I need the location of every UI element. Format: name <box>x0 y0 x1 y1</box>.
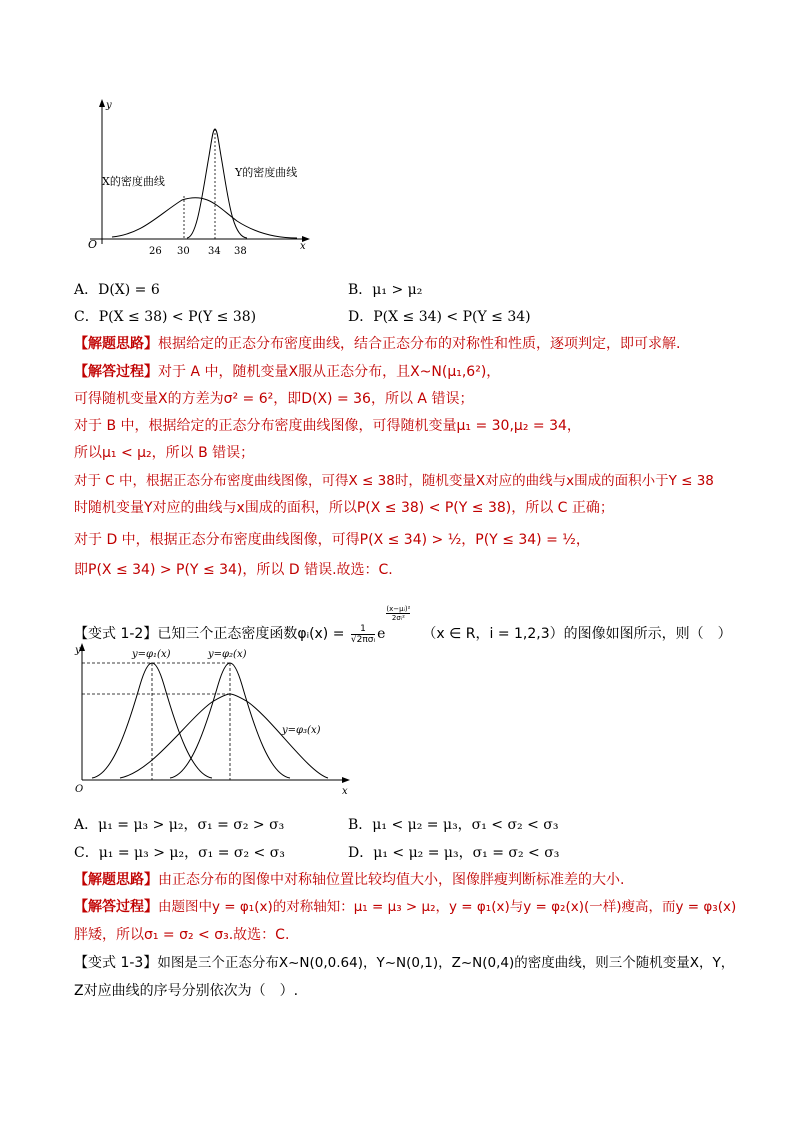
origin-label: O <box>75 784 84 795</box>
tick-30: 30 <box>177 246 190 256</box>
curve-x-density <box>112 198 297 238</box>
q1-option-b: B．μ₁ > μ₂ <box>348 282 423 298</box>
q2-exp-num: (x−μᵢ)² <box>386 605 411 613</box>
figure-normal-density-xy <box>82 96 322 256</box>
q1-idea-text: 根据给定的正态分布密度曲线，结合正态分布的对称性和性质，逐项判定，即可求解. <box>158 336 681 352</box>
x-axis-arrow <box>342 777 350 783</box>
y-axis-arrow <box>99 99 105 107</box>
q1-process-line-8: 即P(X ≤ 34) > P(Y ≤ 34)，所以 D 错误.故选：C. <box>74 562 393 578</box>
q2-tag: 【变式 1-2】 <box>74 626 158 642</box>
q1-option-c: C．P(X ≤ 38) < P(Y ≤ 38) <box>74 309 257 325</box>
q1-process-line-7: 对于 D 中，根据正态分布密度曲线图像，可得P(X ≤ 34) > ½，P(Y ≤ 34) = ½， <box>74 532 590 548</box>
q2-idea-text: 由正态分布的图像中对称轴位置比较均值大小，图像胖瘦判断标准差的大小. <box>158 872 625 888</box>
q1-process-line-2: 可得随机变量X的方差为σ² = 6²，即D(X) = 36，所以 A 错误； <box>74 391 474 407</box>
q1-process-1 <box>74 362 500 382</box>
y-axis-label: y <box>75 645 81 656</box>
tick-26: 26 <box>149 246 162 256</box>
q2-frac-den: √2πσᵢ <box>350 634 376 645</box>
q2-stem-a: 已知三个正态密度函数φᵢ(x) = <box>157 626 349 642</box>
q1-process-line-6: 时随机变量Y对应的曲线与x围成的面积，所以P(X ≤ 38) < P(Y ≤ 38)，所以 C 正确； <box>74 500 614 516</box>
q2-e: e <box>377 626 386 642</box>
q2-idea <box>74 870 624 890</box>
x-axis-label: x <box>342 786 348 797</box>
q1-process-line-1: 对于 A 中，随机变量X服从正态分布，且X~N(μ₁,6²)， <box>158 364 501 380</box>
q2-exponent <box>386 605 410 622</box>
q1-process-tag: 【解答过程】 <box>74 364 158 380</box>
figure-three-normal-densities <box>72 640 362 800</box>
curve-y-label: Y的密度曲线 <box>235 166 298 179</box>
curve-x-label: X的密度曲线 <box>102 175 165 188</box>
q3-tag: 【变式 1-3】 <box>74 955 158 971</box>
q2-process-1 <box>74 897 736 917</box>
q1-process-line-3: 对于 B 中，根据给定的正态分布密度曲线图像，可得随机变量μ₁ = 30,μ₂ = 34， <box>74 418 581 434</box>
y-axis-label: y <box>106 100 112 111</box>
label-phi2: y=φ₂(x) <box>208 649 247 660</box>
q1-process-line-4: 所以μ₁ < μ₂，所以 B 错误； <box>74 445 255 461</box>
q2-stem-b: （x ∈ R，i = 1,2,3）的图像如图所示，则（ ） <box>422 626 732 642</box>
tick-38: 38 <box>234 246 247 256</box>
q2-stem <box>74 605 732 645</box>
q2-idea-tag: 【解题思路】 <box>74 872 158 888</box>
q1-option-a: A．D(X) = 6 <box>74 282 160 298</box>
q1-process-line-5: 对于 C 中，根据正态分布密度曲线图像，可得X ≤ 38时，随机变量X对应的曲线与x围成的面积小于Y ≤ 38 <box>74 473 714 489</box>
q2-process-line-2: 胖矮，所以σ₁ = σ₂ < σ₃.故选：C. <box>74 927 290 943</box>
q1-option-d: D．P(X ≤ 34) < P(Y ≤ 34) <box>348 309 531 325</box>
q2-exp-den: 2σᵢ² <box>391 614 405 622</box>
q2-frac-num: 1 <box>351 624 375 635</box>
q1-idea <box>74 334 680 354</box>
tick-34: 34 <box>208 246 221 256</box>
q1-idea-tag: 【解题思路】 <box>74 336 158 352</box>
q2-process-line-1: 由题图中y = φ₁(x)的对称轴知：μ₁ = μ₃ > μ₂，y = φ₁(x)与y = φ₂(x)(一样)瘦高，而y = φ₃(x) <box>158 899 737 915</box>
label-phi1: y=φ₁(x) <box>132 649 171 660</box>
q2-option-c: C．μ₁ = μ₃ > μ₂，σ₁ = σ₂ < σ₃ <box>74 845 285 861</box>
x-axis-label: x <box>300 241 306 252</box>
q3-stem-1 <box>74 953 734 973</box>
q2-option-a: A．μ₁ = μ₃ > μ₂，σ₁ = σ₂ > σ₃ <box>74 817 285 833</box>
q3-line-1: 如图是三个正态分布X~N(0,0.64)，Y~N(0,1)，Z~N(0,4)的密度曲线，则三个随机变量X，Y， <box>157 955 735 971</box>
label-phi3: y=φ₃(x) <box>282 725 321 736</box>
origin-label: O <box>88 238 98 251</box>
q2-option-d: D．μ₁ < μ₂ = μ₃，σ₁ = σ₂ < σ₃ <box>348 845 560 861</box>
curve-phi3 <box>120 694 328 778</box>
q3-line-2: Z对应曲线的序号分别依次为（ ）. <box>74 983 299 999</box>
q2-option-b: B．μ₁ < μ₂ = μ₃，σ₁ < σ₂ < σ₃ <box>348 817 559 833</box>
q2-process-tag: 【解答过程】 <box>74 899 158 915</box>
